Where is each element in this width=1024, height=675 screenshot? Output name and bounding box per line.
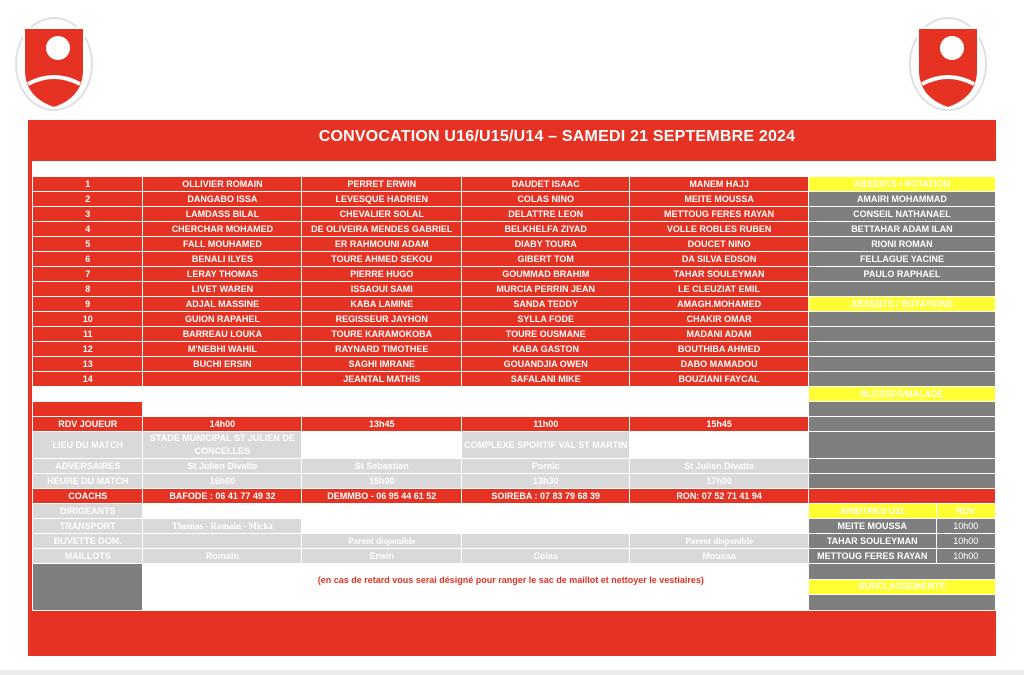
arbitre-u15 <box>302 402 462 417</box>
transport-row <box>33 519 996 534</box>
coachs-label: COACHS <box>33 489 143 504</box>
adversaire-u14u15: St Julien Divatte <box>630 459 809 474</box>
player-u14: SANDA TEDDY <box>462 297 630 312</box>
player-u14: SAFALANI MIKE <box>462 372 630 387</box>
buvette-u14u15: Parent disponible <box>630 534 809 549</box>
note-line-1 <box>145 574 805 587</box>
player-u15: SAGHI IMRANE <box>302 357 462 372</box>
page-title: CONVOCATION U16/U15/U14 – SAMEDI 21 SEPTEMBRE 2024 <box>318 128 796 145</box>
info-empty <box>808 564 995 580</box>
terrain-u15: SYNTHETIQUE <box>302 387 462 402</box>
player-row <box>33 357 996 372</box>
info-empty <box>808 459 995 474</box>
player-u15: REGISSEUR JAYHON <box>302 312 462 327</box>
player-u14u15: TAHAR SOULEYMAN <box>630 267 809 282</box>
info-absents-heading: ABSENTS / ROTATION <box>808 177 995 192</box>
player-u14u15: MADANI ADAM <box>630 327 809 342</box>
player-u15: TOURE KARAMOKOBA <box>302 327 462 342</box>
arbitre-time: 10h00 <box>936 534 995 549</box>
player-u15: RAYNARD TIMOTHEE <box>302 342 462 357</box>
row-number: 10 <box>33 312 143 327</box>
dirigeant-u15 <box>302 504 462 519</box>
maillots-row <box>33 549 996 564</box>
col-header-u16: U16 <box>143 162 302 177</box>
arbitre-name: MEITE MOUSSA <box>808 519 936 534</box>
heure-row <box>33 474 996 489</box>
info-absent-name: FELLAGUE YACINE <box>808 252 995 267</box>
row-number: 1 <box>33 177 143 192</box>
maillot-u16: Romain <box>143 549 302 564</box>
player-u14u15: BOUTHIBA AHMED <box>630 342 809 357</box>
player-row <box>33 312 996 327</box>
transport-u14: Teddy - Jean - Gaston <box>462 519 630 534</box>
player-u15: KABA LAMINE <box>302 297 462 312</box>
player-u15: ER RAHMOUNI ADAM <box>302 237 462 252</box>
lieu-u16: STADE MUNICIPAL ST JULIEN DE CONCELLES <box>143 432 302 459</box>
player-u14u15: METTOUG FERES RAYAN <box>630 207 809 222</box>
header-row <box>33 162 996 177</box>
arbitre-u14 <box>462 402 630 417</box>
info-empty <box>808 489 995 504</box>
info-absent-name: CONSEIL NATHANAEL <box>808 207 995 222</box>
row-number: 6 <box>33 252 143 267</box>
info-empty <box>808 327 995 342</box>
player-u16: BUCHI ERSIN <box>143 357 302 372</box>
dirigeant-u14: LUDOVIC: 07 83 73 85 80 <box>462 504 630 519</box>
info-absent-name: BETTAHAR ADAM ILAN <box>808 222 995 237</box>
player-u14: GOUANDJIA OWEN <box>462 357 630 372</box>
info-empty <box>808 432 995 459</box>
buvette-u14 <box>462 534 630 549</box>
player-u14: DAUDET ISAAC <box>462 177 630 192</box>
info-absents-rotations-heading: ABSENTS / ROTATIONS <box>808 297 995 312</box>
player-u16: OLLIVIER ROMAIN <box>143 177 302 192</box>
player-u14: DELATTRE LEON <box>462 207 630 222</box>
heure-u16: 16h00 <box>143 474 302 489</box>
arbitre-name: TAHAR SOULEYMAN <box>808 534 936 549</box>
arbitre-name: METTOUG FERES RAYAN <box>808 549 936 564</box>
buvette-row <box>33 534 996 549</box>
info-empty <box>808 595 995 611</box>
adversaire-u15: St Sebastien <box>302 459 462 474</box>
player-u15: PIERRE HUGO <box>302 267 462 282</box>
coach-u14u15: RON: 07 52 71 41 94 <box>630 489 809 504</box>
transport-u15 <box>302 519 462 534</box>
transport-u14u15 <box>630 519 809 534</box>
row-number: 11 <box>33 327 143 342</box>
transport-label: TRANSPORT <box>33 519 143 534</box>
dirigeants-row <box>33 504 996 519</box>
player-u16: BENALI ILYES <box>143 252 302 267</box>
row-number: 12 <box>33 342 143 357</box>
dirigeant-u16: JULIEN: 06 41 22 94 85 <box>143 504 302 519</box>
player-u14u15: LE CLEUZIAT EMIL <box>630 282 809 297</box>
row-number: 7 <box>33 267 143 282</box>
row-number: 4 <box>33 222 143 237</box>
rdv-row <box>33 417 996 432</box>
player-u14: KABA GASTON <box>462 342 630 357</box>
heure-u15: 15h00 <box>302 474 462 489</box>
row-number: 2 <box>33 192 143 207</box>
player-u16: FALL MOUHAMED <box>143 237 302 252</box>
terrain-label: TERRAIN <box>33 387 143 402</box>
maillots-label: MAILLOTS <box>33 549 143 564</box>
player-row <box>33 237 996 252</box>
player-u15: TOURE AHMED SEKOU <box>302 252 462 267</box>
player-u14u15: VOLLE ROBLES RUBEN <box>630 222 809 237</box>
convocation-card <box>28 120 996 656</box>
maillot-u15: Erwin <box>302 549 462 564</box>
info-empty <box>808 417 995 432</box>
adversaires-label: ADVERSAIRES <box>33 459 143 474</box>
player-u16: LAMDASS BILAL <box>143 207 302 222</box>
col-header-u14u15: U14/U15 <box>630 162 809 177</box>
row-number: 5 <box>33 237 143 252</box>
terrain-u16: SYNTHETIQUE <box>143 387 302 402</box>
notes-row <box>33 564 996 580</box>
player-u16: BARREAU LOUKA <box>143 327 302 342</box>
heure-u14: 13h30 <box>462 474 630 489</box>
maillot-u14: Colas <box>462 549 630 564</box>
info-empty <box>808 372 995 387</box>
player-u15: DE OLIVEIRA MENDES GABRIEL <box>302 222 462 237</box>
player-u14: GIBERT TOM <box>462 252 630 267</box>
player-u16: CHERCHAR MOHAMED <box>143 222 302 237</box>
maillot-u14u15: Moussa <box>630 549 809 564</box>
player-u16: M'NEBHI WAHIL <box>143 342 302 357</box>
player-u16: GUION RAPAHEL <box>143 312 302 327</box>
player-u16: LERAY THOMAS <box>143 267 302 282</box>
player-row <box>33 327 996 342</box>
player-u14: SYLLA FODE <box>462 312 630 327</box>
arbitre-time: 10h00 <box>936 519 995 534</box>
rdv-u14: 11h00 <box>462 417 630 432</box>
lieu-u14: COMPLEXE SPORTIF VAL ST MARTIN <box>462 432 630 459</box>
col-header-u14: U14 <box>462 162 630 177</box>
info-empty <box>808 282 995 297</box>
club-logo-left <box>14 14 94 112</box>
player-u14: BELKHELFA ZIYAD <box>462 222 630 237</box>
player-u16 <box>143 372 302 387</box>
adversaire-u14: Pornic <box>462 459 630 474</box>
arbitre-row <box>33 402 996 417</box>
lieu-row <box>33 432 996 459</box>
info-blesses-heading: BLESSES/MALADE <box>808 387 995 402</box>
row-number: 14 <box>33 372 143 387</box>
lieu-u15: NOE LAMBERT <box>302 432 462 459</box>
club-logo-right <box>908 14 988 112</box>
coach-u16: BAFODE : 06 41 77 49 32 <box>143 489 302 504</box>
note-punctuality: *Soyer à l'heure <box>247 575 316 585</box>
player-u14u15: CHAKIR OMAR <box>630 312 809 327</box>
arbitre-time: 10h00 <box>936 549 995 564</box>
player-u15: JEANTAL MATHIS <box>302 372 462 387</box>
player-u15: PERRET ERWIN <box>302 177 462 192</box>
arbitre-label: ARBITRE OFFICIEL <box>143 402 302 417</box>
heure-u14u15: 17h00 <box>630 474 809 489</box>
col-header-u15: U15 <box>302 162 462 177</box>
player-u14u15: DA SILVA EDSON <box>630 252 809 267</box>
row-number: 9 <box>33 297 143 312</box>
player-u14u15: BOUZIANI FAYCAL <box>630 372 809 387</box>
buvette-u16 <box>143 534 302 549</box>
info-absent-name: AMAIRI MOHAMMAD <box>808 192 995 207</box>
buvette-label: BUVETTE DOM. <box>33 534 143 549</box>
arbitres-u11-heading: ARBITRES U11 <box>808 504 936 519</box>
adversaires-row <box>33 459 996 474</box>
row-number: 13 <box>33 357 143 372</box>
col-header-equipes: EQUIPES <box>33 162 143 177</box>
player-row <box>33 372 996 387</box>
row-number: 3 <box>33 207 143 222</box>
player-u14: TOURE OUSMANE <box>462 327 630 342</box>
coachs-row <box>33 489 996 504</box>
rdv-u15: 13h45 <box>302 417 462 432</box>
info-empty <box>808 312 995 327</box>
rdv-label: RDV JOUEUR <box>33 417 143 432</box>
terrain-u14: SYNTHETIQUE <box>462 387 630 402</box>
info-absent-name: RIONI ROMAN <box>808 237 995 252</box>
player-u16: LIVET WAREN <box>143 282 302 297</box>
player-u15: ISSAOUI SAMI <box>302 282 462 297</box>
coach-u15: DEMMBO - 06 95 44 61 52 <box>302 489 462 504</box>
adversaire-u16: St Julien Divatte <box>143 459 302 474</box>
terrain-u14u15: SYNTHETIQUE <box>630 387 809 402</box>
convocation-table <box>32 161 996 611</box>
arbitres-rdv-heading: RDV <box>936 504 995 519</box>
player-u14u15: MEITE MOUSSA <box>630 192 809 207</box>
dirigeants-label: DIRIGEANTS <box>33 504 143 519</box>
buvette-u15: Parent disponible <box>302 534 462 549</box>
player-u15: LEVESQUE HADRIEN <box>302 192 462 207</box>
player-row <box>33 267 996 282</box>
player-u15: CHEVALIER SOLAL <box>302 207 462 222</box>
col-header-informations: INFORMATIONS <box>808 162 995 177</box>
player-u16: ADJAL MASSINE <box>143 297 302 312</box>
player-row <box>33 207 996 222</box>
arbitre-u14u15 <box>630 402 809 417</box>
info-empty <box>808 357 995 372</box>
info-empty <box>808 474 995 489</box>
info-empty <box>808 402 995 417</box>
player-row <box>33 342 996 357</box>
lieu-label: LIEU DU MATCH <box>33 432 143 459</box>
player-u14: DIABY TOURA <box>462 237 630 252</box>
note-line-2: *Chaussettes rouges, Protèges tibias, Gourde ou Bouteille d'eau / *DOUCHE OBLIGATOIRE <box>280 588 671 598</box>
row-number: 8 <box>33 282 143 297</box>
player-row <box>33 192 996 207</box>
info-absent-name: PAULO RAPHAEL <box>808 267 995 282</box>
lieu-u14u15: NOE LAMBERT <box>630 432 809 459</box>
player-row <box>33 177 996 192</box>
player-u14u15: AMAGH.MOHAMED <box>630 297 809 312</box>
player-u14: MURCIA PERRIN JEAN <box>462 282 630 297</box>
player-row <box>33 252 996 267</box>
note-late-penalty: (en cas de retard vous serai désigné pour ranger le sac de maillot et nettoyer le vestiaires) <box>315 575 704 585</box>
player-row <box>33 282 996 297</box>
rdv-u16: 14h00 <box>143 417 302 432</box>
transport-u16: Thomas - Romain - Micka <box>143 519 302 534</box>
player-u14u15: MANEM HAJJ <box>630 177 809 192</box>
arbitre-spacer <box>33 402 143 417</box>
coach-u14: SOIREBA : 07 83 79 68 39 <box>462 489 630 504</box>
player-row <box>33 297 996 312</box>
player-row <box>33 222 996 237</box>
surclassements-heading: SURCLASSEMENTS <box>808 579 995 595</box>
rdv-u14u15: 15h45 <box>630 417 809 432</box>
player-u14u15: DABO MAMADOU <box>630 357 809 372</box>
notes-box <box>143 564 808 611</box>
terrain-row <box>33 387 996 402</box>
dirigeant-u14u15: MATHIAS: 06 30 42 26 83 <box>630 504 809 519</box>
player-u14: COLAS NINO <box>462 192 630 207</box>
player-u14: GOUMMAD BRAHIM <box>462 267 630 282</box>
player-u16: DANGABO ISSA <box>143 192 302 207</box>
heure-label: HEURE DU MATCH <box>33 474 143 489</box>
info-empty <box>808 342 995 357</box>
notes-spacer <box>33 564 143 611</box>
player-u14u15: DOUCET NINO <box>630 237 809 252</box>
